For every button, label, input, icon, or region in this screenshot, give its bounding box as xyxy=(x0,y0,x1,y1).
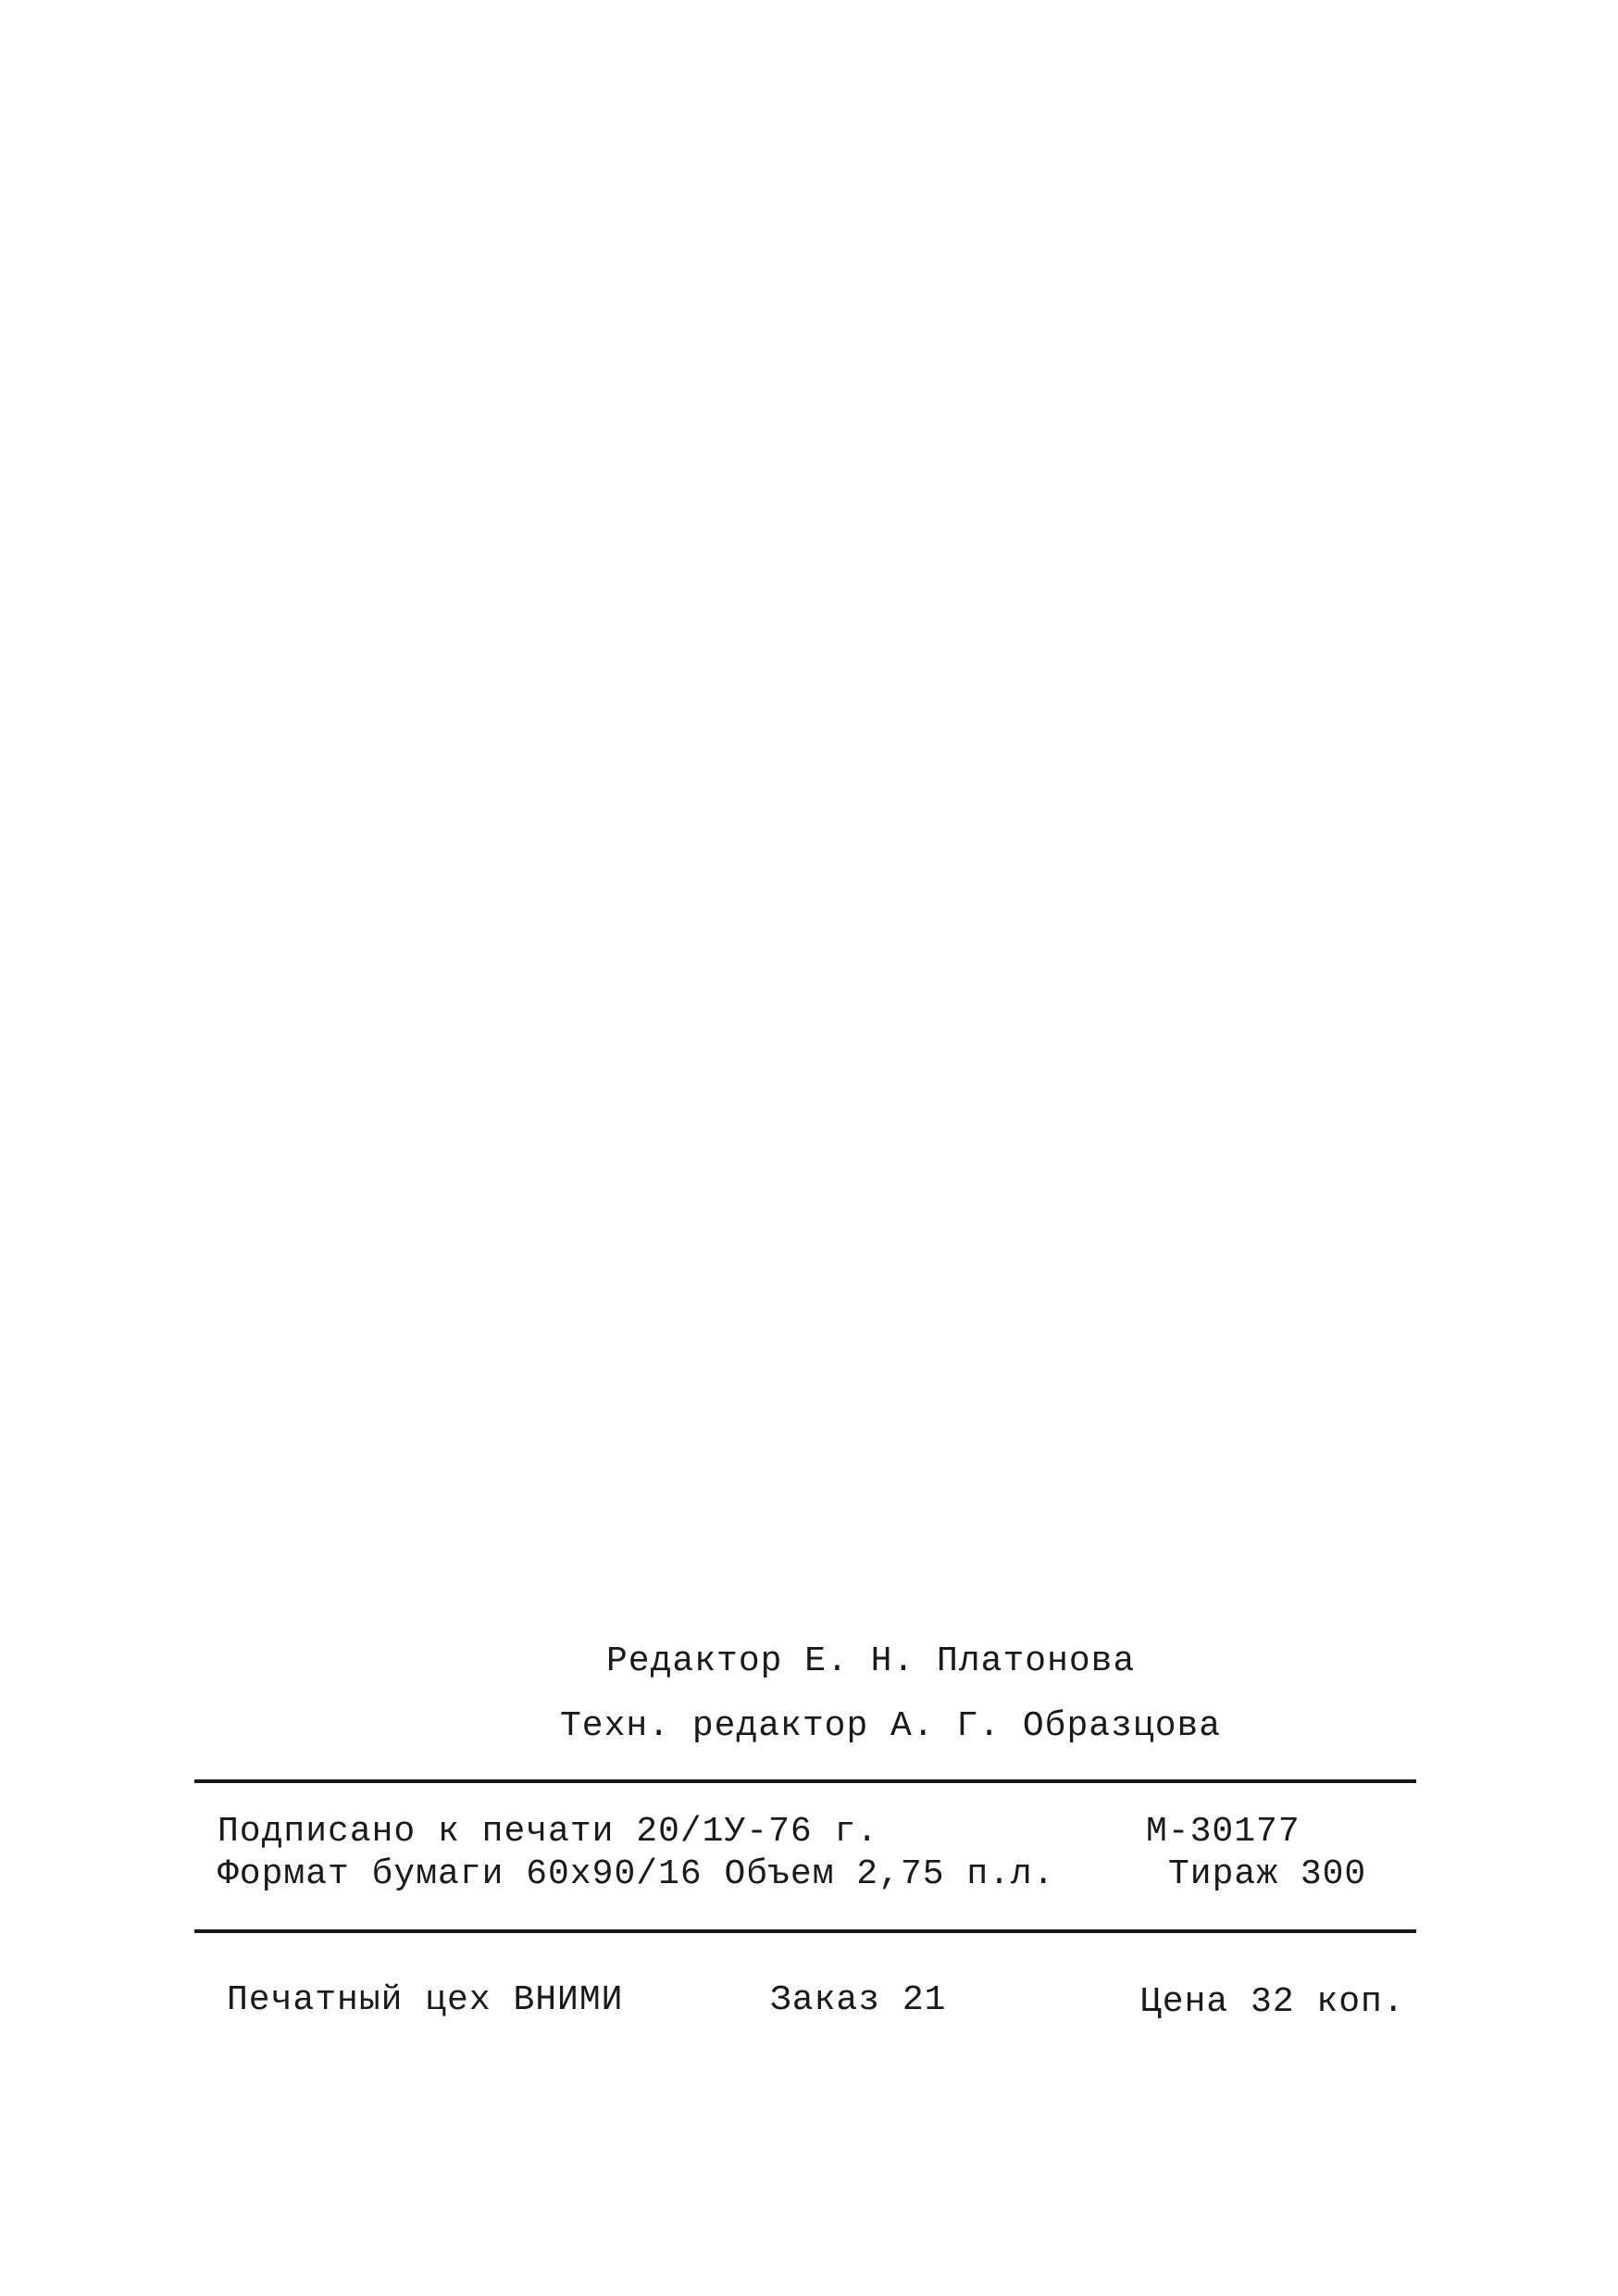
editor-line: Редактор Е. Н. Платонова xyxy=(606,1641,1136,1681)
tech-editor-line: Техн. редактор А. Г. Образцова xyxy=(560,1706,1222,1746)
format-line: Формат бумаги 60х90/16 Объем 2,75 п.л. xyxy=(218,1854,1055,1894)
printer-line: Печатный цех ВНИМИ xyxy=(227,1980,624,2020)
print-run-line: Тираж 300 xyxy=(1168,1854,1367,1894)
price-line: Цена 32 коп. xyxy=(1140,1982,1405,2022)
bottom-divider xyxy=(194,1929,1416,1933)
order-line: Заказ 21 xyxy=(770,1980,947,2020)
code-line: М-30177 xyxy=(1146,1812,1301,1852)
top-divider xyxy=(194,1779,1416,1783)
signed-line: Подписано к печати 20/1У-76 г. xyxy=(218,1812,879,1852)
